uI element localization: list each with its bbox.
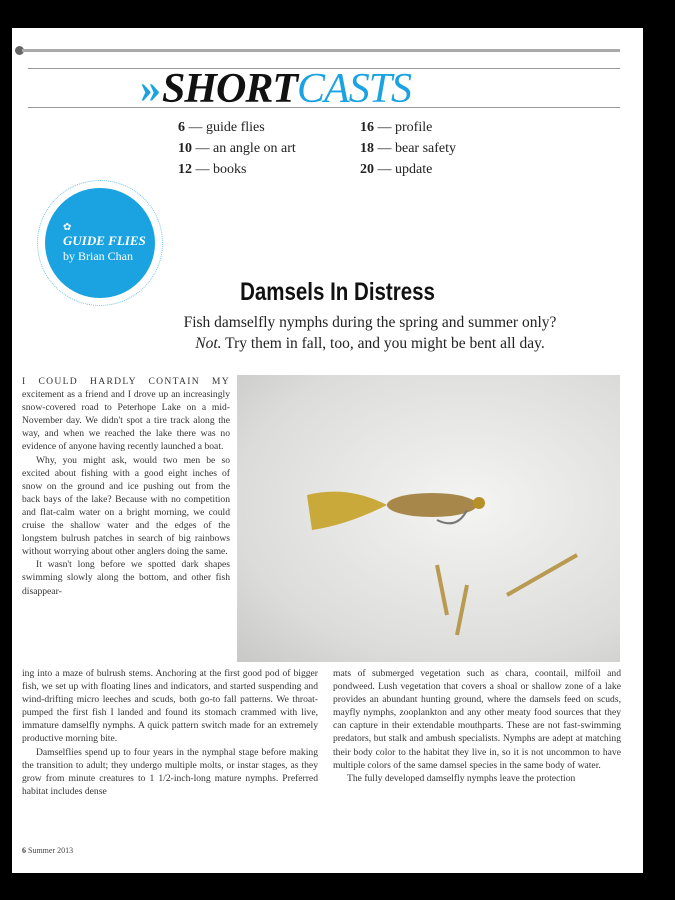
article-deck: Fish damselfly nymphs during the spring and summer only? Not. Try them in fall, too, and you might be bent all day. [183, 314, 557, 352]
nymph-image [417, 545, 597, 645]
article-column: I COULD HARDLY CONTAIN MY excitement as a friend and I drove up an increasingly snow-covered road to Peterhope Lake on a mid-November day. We didn't spot a tire track along the way, and when we reached the lake there was no evidence of anyone having recently launched a boat. Why, you might ask, would two men be so excited about fishing with a good eight inches of snow on the ground and ice pushing out from the back bays of the lake? Because with no competition and flat-calm water on a bright morning, we could cruise the shallow water and the edges of the longstem bulrush patches in search of big rainbows without worrying about other anglers doing the same. It wasn't long before we spotted dark shapes swimming slowly along the bottom, and other fish disappear- [22, 376, 230, 597]
toc-item[interactable]: 6 — guide flies [178, 120, 265, 135]
article-column: ing into a maze of bulrush stems. Anchoring at the first good pod of bigger fish, we set up with floating lines and indicators, and started suspending and wind-drifting micro leeches and scuds, both go-to fall patterns. We throat-pumped the first fish I landed and found its stomach crammed with live, immature damselfly nymphs. A quick pattern switch made for an extremely productive morning bite. Damselflies spend up to four years in the nymphal stage before making the transition to adult; they undergo multiple molts, or instar stages, as they grow from minute creatures to 1 1/2-inch-long mature nymphs. Preferred habitat includes dense [22, 668, 318, 797]
guide-flies-badge: ✿ GUIDE FLIES by Brian Chan [37, 180, 163, 306]
toc-item[interactable]: 18 — bear safety [360, 141, 457, 156]
top-rule [22, 49, 620, 52]
fly-icon: ✿ [63, 222, 72, 233]
section-heading: »SHORTCASTS [140, 66, 412, 112]
article-column: mats of submerged vegetation such as chara, coontail, milfoil and pondweed. Lush vegetation that covers a shoal or shallow zone of a lake provides an abundant hunting ground, where the damsels feed on scuds, mayfly nymphs, zooplankton and any other meaty food sources that they can capture in their extendable mouthparts. These are not fast-swimming predators, but stalk and ambush specialists. Nymphs are adept at matching their body color to the habitat they live in, so it is not uncommon to have multiple colors of the same damsel species in the same body of water. The fully developed damselfly nymphs leave the protection [333, 668, 621, 784]
chevron-icon: » [140, 66, 160, 112]
toc-item[interactable]: 12 — books [178, 162, 247, 177]
fly-pattern-image [307, 475, 497, 535]
damselfly-photo [237, 375, 620, 662]
toc-column [178, 117, 296, 180]
page-footer: 6 Summer 2013 [22, 846, 74, 855]
toc-item[interactable]: 16 — profile [360, 120, 433, 135]
toc-column [360, 117, 456, 180]
toc-item[interactable]: 10 — an angle on art [178, 141, 296, 156]
toc-item[interactable]: 20 — update [360, 162, 433, 177]
article-title: Damsels In Distress [240, 278, 435, 306]
